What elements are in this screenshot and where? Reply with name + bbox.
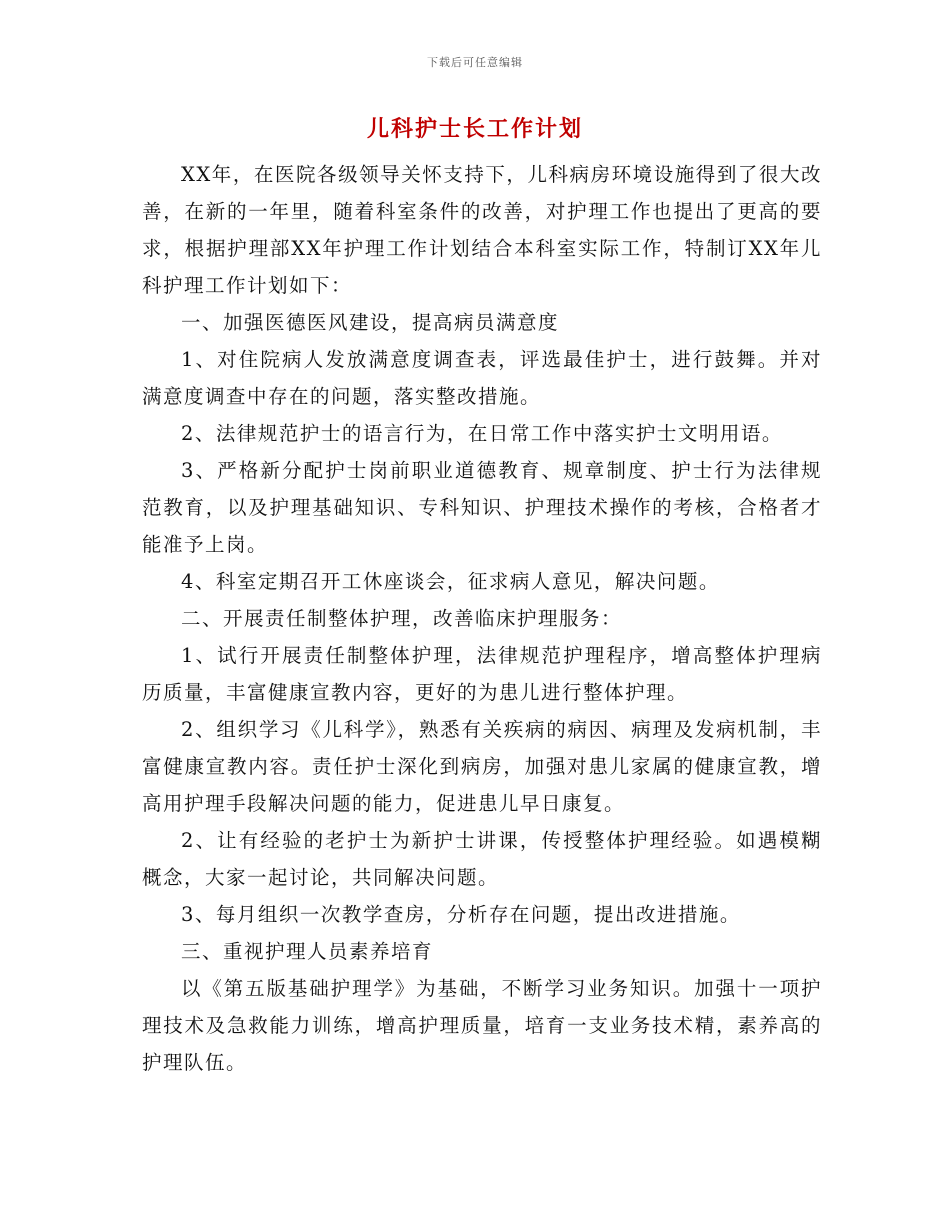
document-body (142, 156, 822, 1081)
section-heading-3: 三、重视护理人员素养培育 (181, 940, 434, 963)
paragraph-item: 2、让有经验的老护士为新护士讲课，传授整体护理经验。如遇模糊概念，大家一起讨论，共同解决问题。 (142, 829, 822, 889)
paragraph-item: 2、法律规范护士的语言行为，在日常工作中落实护士文明用语。 (181, 422, 783, 445)
paragraph-item: 以《第五版基础护理学》为基础，不断学习业务知识。加强十一项护理技术及急救能力训练，增高护理质量，培育一支业务技术精，素养高的护理队伍。 (142, 977, 822, 1074)
paragraph-item: 3、严格新分配护士岗前职业道德教育、规章制度、护士行为法律规范教育，以及护理基础知识、专科知识、护理技术操作的考核，合格者才能准予上岗。 (142, 459, 822, 556)
paragraph-item: 1、对住院病人发放满意度调查表，评选最佳护士，进行鼓舞。并对满意度调查中存在的问题，落实整改措施。 (142, 348, 822, 408)
section-heading-2: 二、开展责任制整体护理，改善临床护理服务： (181, 607, 623, 630)
paragraph-item: 2、组织学习《儿科学》，熟悉有关疾病的病因、病理及发病机制，丰富健康宣教内容。责任护士深化到病房，加强对患儿家属的健康宣教，增高用护理手段解决问题的能力，促进患儿早日康复。 (142, 718, 822, 815)
paragraph-item: 1、试行开展责任制整体护理，法律规范护理程序，增高整体护理病历质量，丰富健康宣教内容，更好的为患儿进行整体护理。 (142, 644, 822, 704)
paragraph-item: 3、每月组织一次教学查房，分析存在问题，提出改进措施。 (181, 903, 741, 926)
section-heading-1: 一、加强医德医风建设，提高病员满意度 (181, 311, 560, 334)
paragraph-intro: XX年，在医院各级领导关怀支持下，儿科病房环境设施得到了很大改善，在新的一年里，随着科室条件的改善，对护理工作也提出了更高的要求，根据护理部XX年护理工作计划结合本科室实际工作，特制订XX年儿科护理工作计划如下： (142, 163, 822, 297)
paragraph-item: 4、科室定期召开工休座谈会，征求病人意见，解决问题。 (181, 570, 720, 593)
document-title: 儿科护士长工作计划 (366, 117, 583, 142)
page-header: 下载后可任意编辑 (427, 56, 523, 69)
